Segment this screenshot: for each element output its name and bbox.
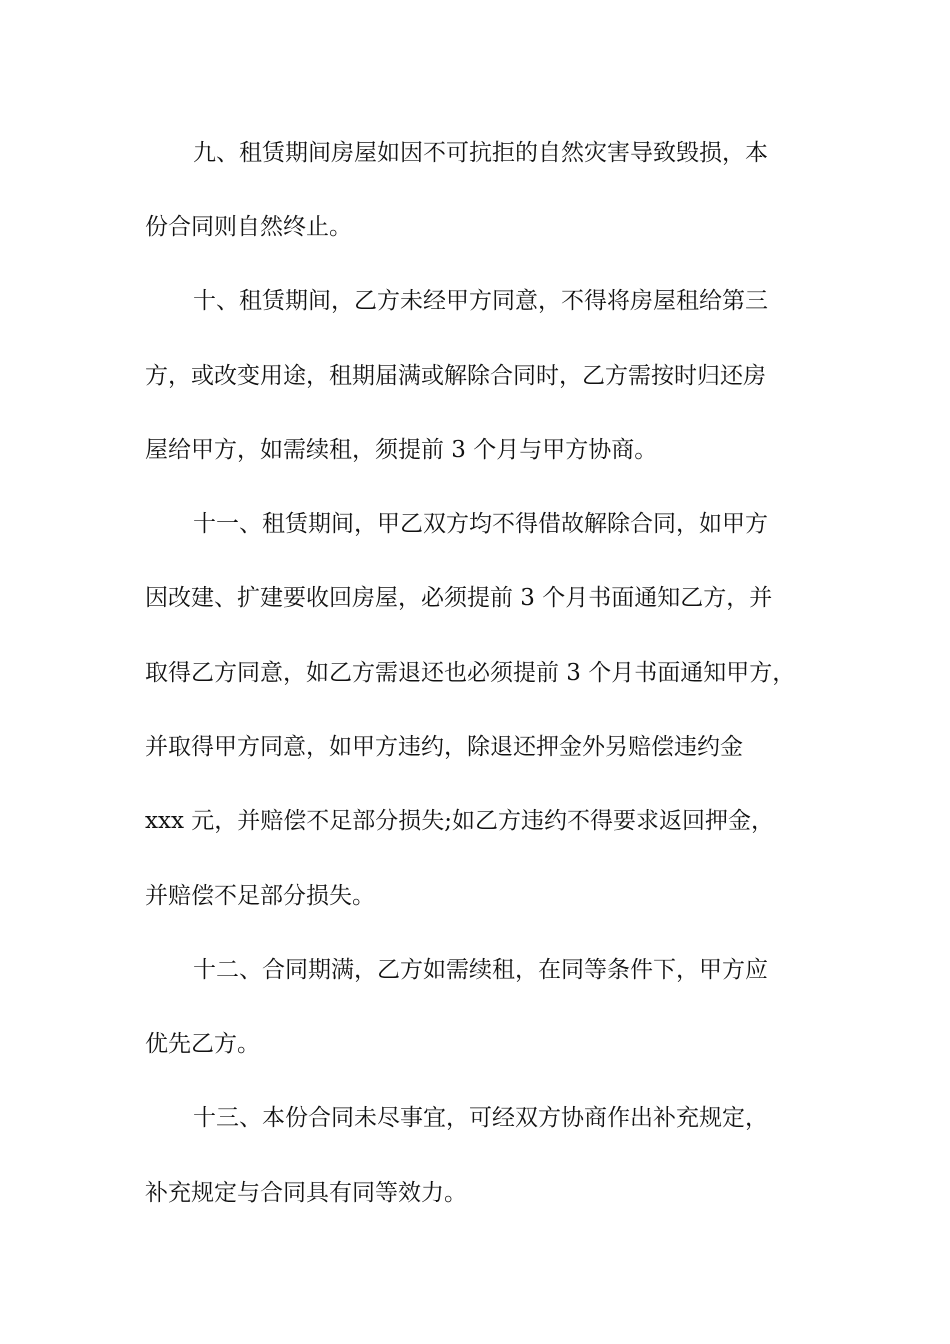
clause-11-line-6: 并赔偿不足部分损失。 xyxy=(145,883,375,909)
clause-12-line-2: 优先乙方。 xyxy=(145,1031,260,1057)
clause-11-line-3: 取得乙方同意，如乙方需退还也必须提前 3 个月书面通知甲方， xyxy=(145,660,796,686)
clause-9-line-2: 份合同则自然终止。 xyxy=(145,214,352,240)
clause-13-line-2: 补充规定与合同具有同等效力。 xyxy=(145,1180,467,1206)
clause-13-line-1: 十三、本份合同未尽事宜，可经双方协商作出补充规定， xyxy=(193,1105,768,1131)
clause-12-line-1: 十二、合同期满，乙方如需续租，在同等条件下，甲方应 xyxy=(193,957,768,983)
clause-9-line-1: 九、租赁期间房屋如因不可抗拒的自然灾害导致毁损，本 xyxy=(193,140,768,166)
clause-11-line-2: 因改建、扩建要收回房屋，必须提前 3 个月书面通知乙方，并 xyxy=(145,585,773,611)
clause-11-line-4: 并取得甲方同意，如甲方违约，除退还押金外另赔偿违约金 xyxy=(145,734,743,760)
clause-10-line-2: 方，或改变用途，租期届满或解除合同时，乙方需按时归还房 xyxy=(145,363,766,389)
clause-10-line-3: 屋给甲方，如需续租，须提前 3 个月与甲方协商。 xyxy=(145,437,658,463)
clause-11-line-1: 十一、租赁期间，甲乙双方均不得借故解除合同，如甲方 xyxy=(193,511,768,537)
clause-10-line-1: 十、租赁期间，乙方未经甲方同意，不得将房屋租给第三 xyxy=(193,288,768,314)
clause-11-line-5: xxx 元，并赔偿不足部分损失;如乙方违约不得要求返回押金， xyxy=(145,808,774,834)
